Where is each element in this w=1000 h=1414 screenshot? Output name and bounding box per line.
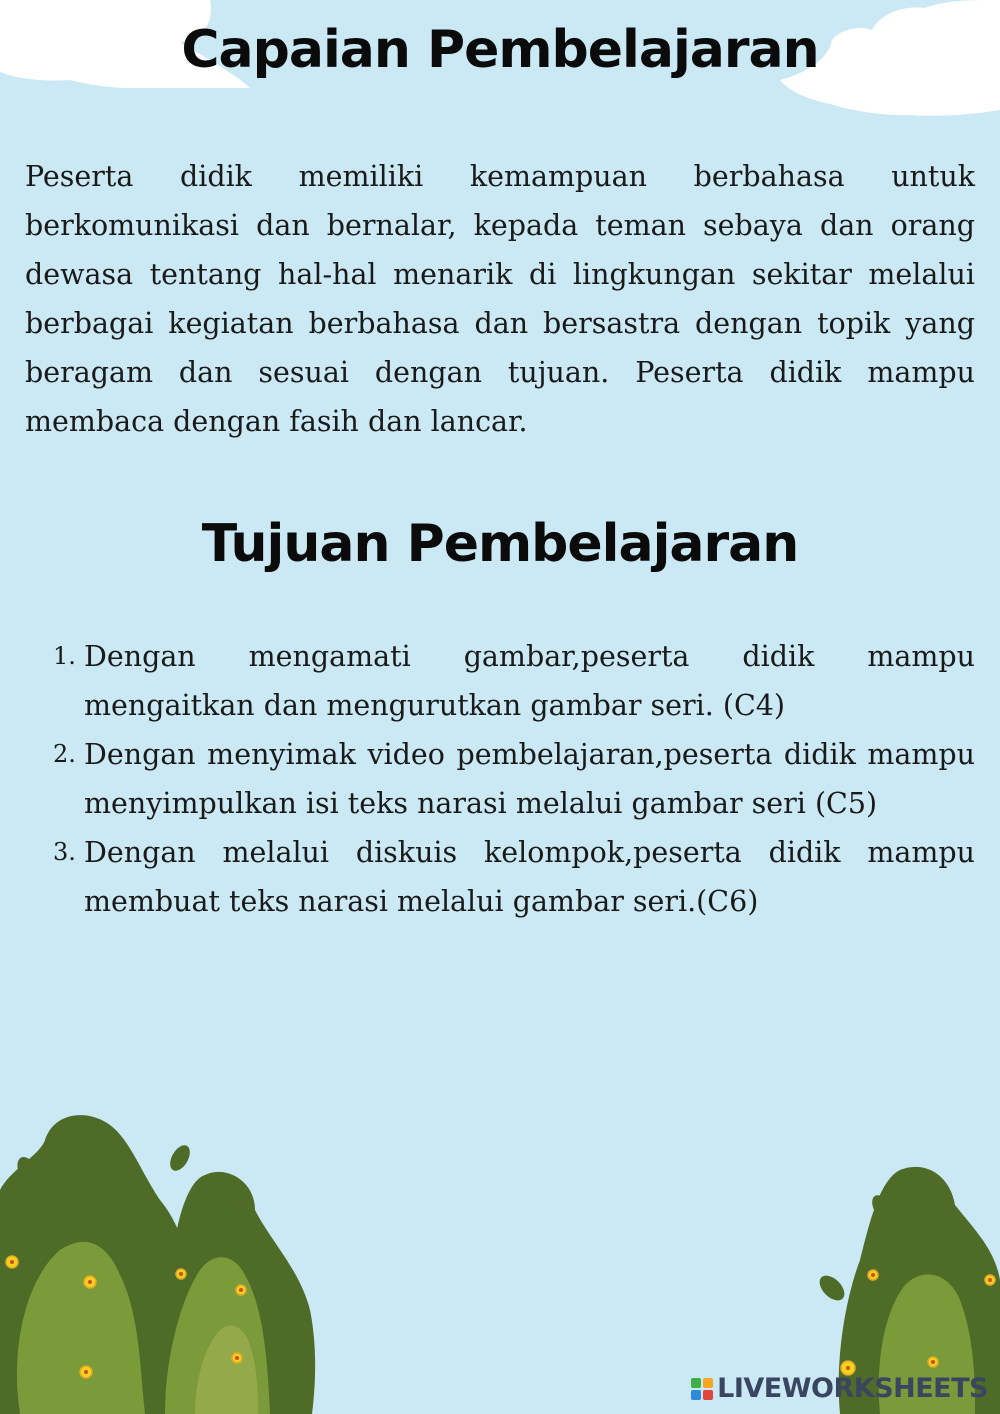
tujuan-list xyxy=(25,632,975,926)
logo-text: LIVEWORKSHEETS xyxy=(717,1373,988,1404)
capaian-paragraph: Peserta didik memiliki kemampuan berbahasa untuk berkomunikasi dan bernalar, kepada teman sebaya dan orang dewasa tentang hal-hal menarik di lingkungan sekitar melalui berbagai kegiatan berbahasa dan bersastra dengan topik yang beragam dan sesuai dengan tujuan. Peserta didik mampu membaca dengan fasih dan lancar. xyxy=(25,160,975,438)
liveworksheets-logo-icon xyxy=(691,1378,713,1400)
bushes-illustration xyxy=(0,1100,1000,1414)
item-text: Dengan melalui diskuis kelompok,peserta didik mampu membuat teks narasi melalui gambar seri.(C6) xyxy=(84,836,975,918)
tujuan-item xyxy=(25,730,975,828)
liveworksheets-logo xyxy=(691,1373,988,1404)
item-number: 3. xyxy=(53,838,76,866)
item-text: Dengan menyimak video pembelajaran,peserta didik mampu menyimpulkan isi teks narasi melalui gambar seri (C5) xyxy=(84,738,975,820)
item-number: 1. xyxy=(53,642,76,670)
tujuan-item xyxy=(25,828,975,926)
item-text: Dengan mengamati gambar,peserta didik mampu mengaitkan dan mengurutkan gambar seri. (C4) xyxy=(84,640,975,722)
tujuan-title: Tujuan Pembelajaran xyxy=(201,514,799,574)
capaian-title: Capaian Pembelajaran xyxy=(181,20,819,80)
tujuan-item xyxy=(25,632,975,730)
item-number: 2. xyxy=(53,740,76,768)
